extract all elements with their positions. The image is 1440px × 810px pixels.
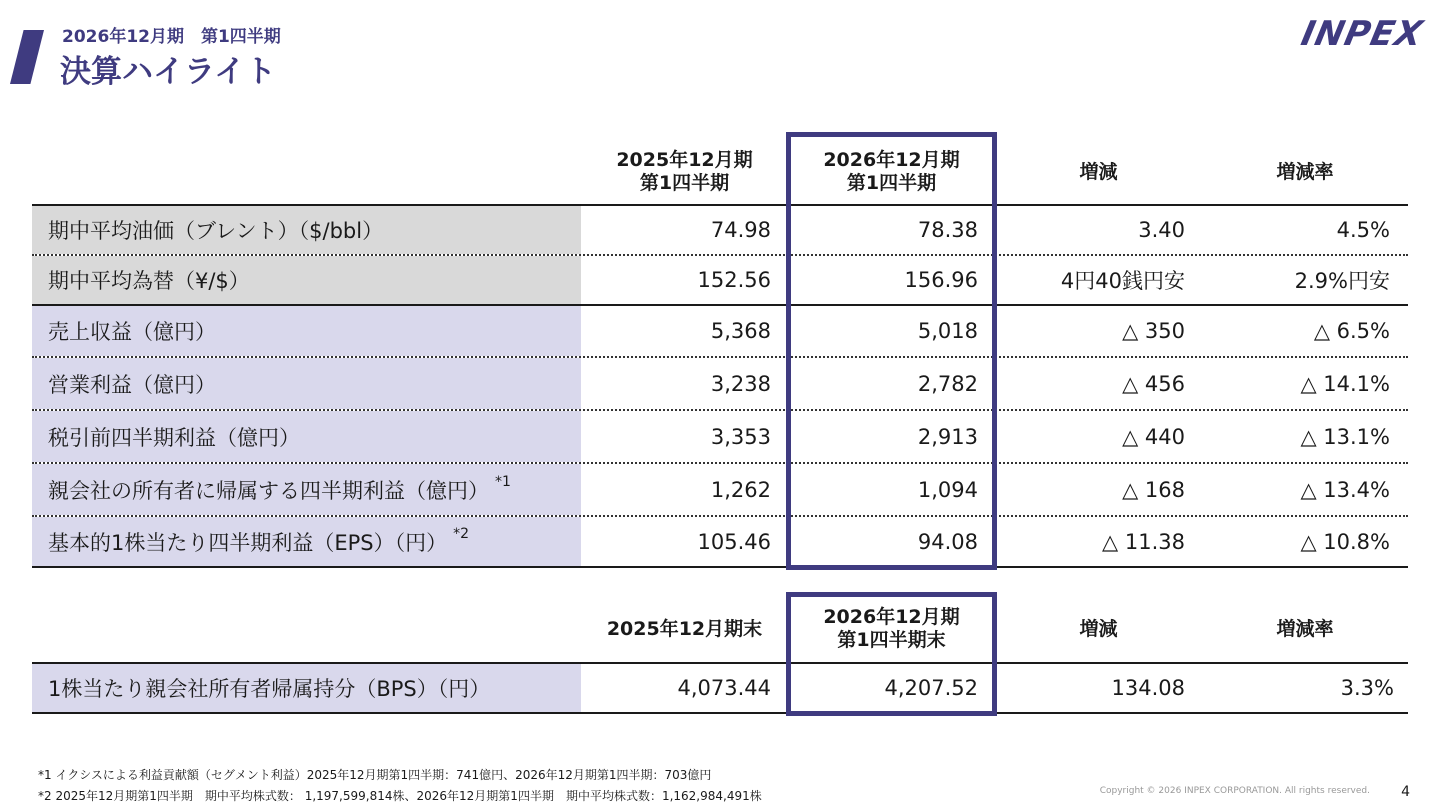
page-subtitle: 2026年12月期 第1四半期 [62,27,281,47]
col-header-change: 増減 [1079,617,1118,640]
row-label [32,664,581,712]
value-change: 3.40 [1138,218,1185,242]
row-label-text: 1株当たり親会社所有者帰属持分（BPS）（円） [48,677,491,701]
value-change-rate: △ 14.1% [1300,371,1390,396]
table-row [32,358,1408,409]
value-change-rate: 3.3% [1340,676,1394,700]
col-header-curr-q1: 2026年12月期 第1四半期 [823,149,960,194]
row-label [32,358,581,409]
value-prev: 5,368 [710,319,771,343]
row-label [32,206,581,254]
inpex-logo: INPEX [1297,14,1427,54]
row-label [32,256,581,304]
row-label-text: 親会社の所有者に帰属する四半期利益（億円） [48,478,489,503]
value-change: △ 168 [1122,477,1185,502]
value-curr: 78.38 [917,218,978,242]
value-curr: 2,782 [917,371,978,396]
value-curr: 4,207.52 [884,676,978,700]
row-label-text: 基本的1株当たり四半期利益（EPS）（円） [48,530,448,555]
bps-table [32,596,1408,716]
value-change-rate: △ 6.5% [1313,319,1390,343]
value-change-rate: △ 10.8% [1300,529,1390,554]
value-change-rate: △ 13.4% [1300,477,1390,502]
page-title: 決算ハイライト [60,54,277,90]
copyright: Copyright © 2026 INPEX CORPORATION. All rights reserved. [1099,786,1370,796]
value-curr: 5,018 [917,319,978,343]
value-curr: 94.08 [917,529,978,554]
value-prev: 4,073.44 [677,676,771,700]
table-bottom-rule [32,712,1408,714]
table-row [32,464,1408,515]
title-accent-bar [10,30,44,84]
value-change-rate: 4.5% [1336,218,1390,242]
bps-table-header [32,596,1408,662]
footnote-2: *2 2025年12月期第1四半期 期中平均株式数： 1,197,599,814株、2026年12月期第1四半期 期中平均株式数：1,162,984,491株 [38,789,762,803]
row-label [32,517,581,566]
value-prev: 152.56 [697,268,771,292]
row-label [32,306,581,356]
table-row [32,664,1408,712]
value-change: △ 11.38 [1102,529,1185,554]
col-header-change-rate: 増減率 [1276,617,1334,640]
current-period-highlight [786,592,997,716]
col-header-change-rate: 増減率 [1276,160,1334,183]
table-row [32,411,1408,462]
value-prev: 105.46 [697,529,771,554]
value-change: △ 456 [1122,371,1185,396]
current-period-highlight [786,132,997,570]
row-label-text: 税引前四半期利益（億円） [48,425,300,450]
table-row [32,256,1408,304]
col-header-change: 増減 [1079,160,1118,183]
value-prev: 3,238 [710,371,771,396]
value-curr: 156.96 [904,268,978,292]
table-bottom-rule [32,566,1408,568]
value-change: 4円40銭円安 [1060,269,1185,293]
table-row [32,306,1408,356]
value-prev: 1,262 [710,477,771,502]
page-number: 4 [1401,784,1410,800]
value-change-rate: △ 13.1% [1300,424,1390,449]
value-change: △ 350 [1122,319,1185,343]
col-header-curr-q1-end: 2026年12月期 第1四半期末 [823,606,960,651]
table-row [32,206,1408,254]
value-curr: 2,913 [917,424,978,449]
results-table [32,140,1408,570]
footnote-1: *1 イクシスによる利益貢献額（セグメント利益）2025年12月期第1四半期：741億円、2026年12月期第1四半期：703億円 [38,768,712,782]
value-change: 134.08 [1111,676,1185,700]
value-change: △ 440 [1122,424,1185,449]
row-label-text: 売上収益（億円） [48,320,216,344]
row-label [32,411,581,462]
footnote-marker: *2 [453,525,470,542]
footnote-marker: *1 [495,473,511,490]
value-curr: 1,094 [917,477,978,502]
value-change-rate: 2.9%円安 [1294,269,1390,293]
col-header-prev-q1: 2025年12月期 第1四半期 [616,149,753,194]
results-table-header [32,140,1408,204]
table-row [32,517,1408,566]
value-prev: 74.98 [710,218,771,242]
row-label-text: 期中平均油価（ブレント）（$/bbl） [48,219,384,243]
col-header-prev-year-end: 2025年12月期末 [606,617,763,640]
row-label [32,464,581,515]
value-prev: 3,353 [710,424,771,449]
row-label-text: 期中平均為替（¥/$） [48,269,250,293]
row-label-text: 営業利益（億円） [48,372,216,397]
